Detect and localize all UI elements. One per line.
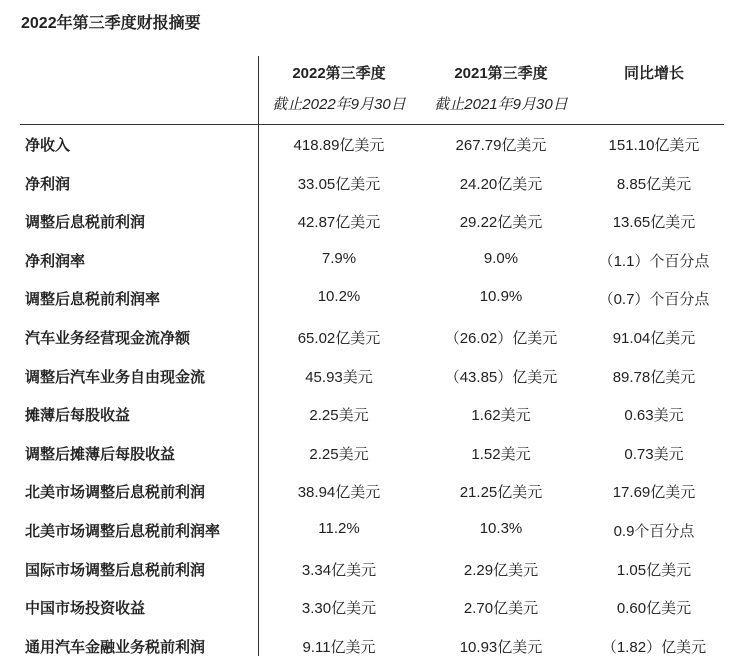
table-row [0,124,744,163]
cell-change: 151.10亿美元 [608,137,700,154]
cell-2021: 1.52美元 [471,445,531,463]
cell-2021: 2.29亿美元 [463,561,539,579]
header-2022q3 [262,62,416,114]
table-row [0,471,744,510]
page-title: 2022年第三季度财报摘要 [21,15,201,32]
row-label: 净收入 [25,137,71,154]
header-2022q3-subtitle: 截止2022年9月30日 [272,96,406,113]
table-row [0,240,744,279]
cell-change: 17.69亿美元 [612,484,696,502]
row-label: 调整后息税前利润率 [25,291,161,309]
cell-change: 13.65亿美元 [612,214,696,232]
cell-2022: 9.11亿美元 [302,638,376,656]
table-row [0,587,744,626]
cell-2021: 21.25亿美元 [459,484,543,502]
cell-2022: 418.89亿美元 [293,137,385,154]
cell-2021: 10.3% [479,519,523,537]
row-label: 中国市场投资收益 [25,600,146,618]
cell-2022: 3.30亿美元 [301,600,377,618]
cell-change: 0.9个百分点 [613,522,695,540]
header-2021q3-title: 2021第三季度 [454,65,548,82]
header-yoy [582,62,726,83]
cell-2021: 10.93亿美元 [459,638,543,656]
row-label: 摊薄后每股收益 [25,407,131,425]
cell-change: 0.60亿美元 [616,600,692,618]
cell-change: 0.63美元 [624,407,684,425]
cell-2022: 7.9% [321,249,357,267]
table-row [0,163,744,202]
table-header [0,62,744,120]
cell-2022: 65.02亿美元 [297,329,381,347]
cell-2021: 9.0% [483,249,519,267]
cell-2021: 24.20亿美元 [459,175,543,193]
cell-change: （1.82）亿美元 [601,638,707,656]
header-2021q3-subtitle: 截止2021年9月30日 [434,96,568,113]
cell-change: （0.7）个百分点 [598,291,710,309]
cell-2022: 10.2% [317,288,361,306]
cell-2021: 2.70亿美元 [463,600,539,618]
row-label: 北美市场调整后息税前利润 [25,484,206,502]
row-label: 调整后摊薄后每股收益 [25,445,176,463]
header-2022q3-title: 2022第三季度 [292,65,386,82]
cell-change: （1.1）个百分点 [598,252,710,270]
cell-2022: 38.94亿美元 [297,484,381,502]
cell-2021: 10.9% [479,288,523,306]
cell-2021: 29.22亿美元 [459,214,543,232]
table-row [0,549,744,588]
table-row [0,433,744,472]
cell-2022: 3.34亿美元 [301,561,377,579]
row-label: 国际市场调整后息税前利润 [25,561,206,579]
row-label: 调整后汽车业务自由现金流 [25,368,206,386]
cell-2021: （43.85）亿美元 [444,368,558,386]
cell-change: 0.73美元 [624,445,684,463]
row-label: 调整后息税前利润 [25,214,146,232]
table-row [0,356,744,395]
row-label: 净利润 [25,175,71,193]
cell-2021: （26.02）亿美元 [444,329,558,347]
table-row [0,626,744,664]
cell-change: 91.04亿美元 [612,329,696,347]
cell-2021: 267.79亿美元 [455,137,547,154]
cell-2022: 2.25美元 [309,407,369,425]
row-label: 通用汽车金融业务税前利润 [25,638,206,656]
table-row [0,278,744,317]
cell-2022: 45.93美元 [305,368,373,386]
table-row [0,510,744,549]
cell-change: 8.85亿美元 [616,175,692,193]
cell-2022: 2.25美元 [309,445,369,463]
cell-2022: 11.2% [318,519,360,537]
cell-2022: 42.87亿美元 [297,214,381,232]
row-label: 净利润率 [25,252,86,270]
cell-change: 89.78亿美元 [612,368,696,386]
row-label: 汽车业务经营现金流净额 [25,329,191,347]
cell-change: 1.05亿美元 [616,561,692,579]
header-yoy-title: 同比增长 [623,65,684,82]
header-2021q3 [424,62,578,114]
table-body [0,124,744,664]
table-row [0,394,744,433]
cell-2022: 33.05亿美元 [297,175,381,193]
table-row [0,317,744,356]
table-row [0,201,744,240]
cell-2021: 1.62美元 [471,407,531,425]
row-label: 北美市场调整后息税前利润率 [25,522,221,540]
